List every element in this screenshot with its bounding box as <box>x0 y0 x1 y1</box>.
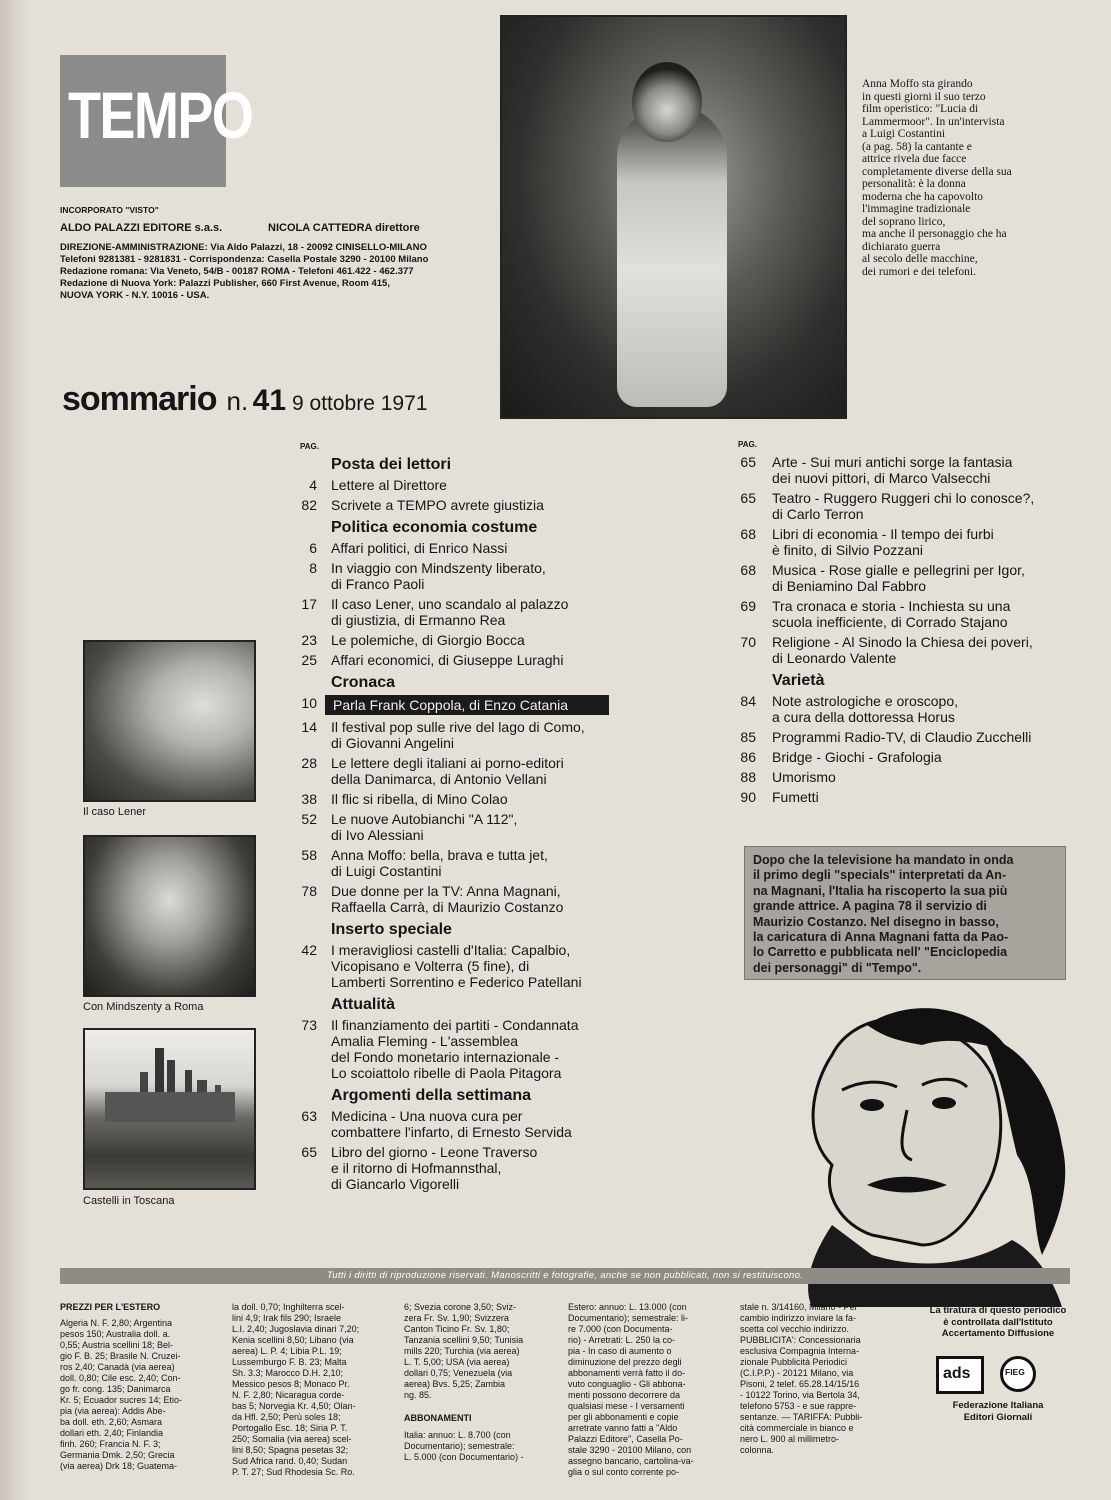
toc-page-number: 73 <box>301 1017 317 1033</box>
toc-line: Parla Frank Coppola, di Enzo Catania <box>333 697 569 713</box>
footer-line: abbonamenti verrà fatto il do- <box>568 1368 686 1378</box>
toc-entry-text <box>772 562 1025 594</box>
footer-col-1: PREZZI PER L'ESTERO Algeria N. F. 2,80; Argentina pesos 150; Australia doll. a. 0,55; Austria scellini 18; Bel- gio F. B. 25; Brasile N. Cruzei- ros 2,40; Canadà (via aerea) doll. 0,80; Cile esc. 2,40; Con- go fr. cong. 135; Danimarca Kr. 5; Ecuador sucres 14; Etio- pia (via aerea): Addis Abe- ba doll. eth. 2,60; Asmara dollari eth. 2,40; Finlandia finh. 260; Francia N. F. 3; Germania Dmk. 2,50; Grecia (via aerea) Drk 18; Guatema- <box>60 1302 228 1472</box>
director: NICOLA CATTEDRA direttore <box>268 222 420 234</box>
toc-entry-text <box>331 755 564 787</box>
footer-line: mills 220; Turchia (via aerea) <box>404 1346 520 1356</box>
toc-page-number: 38 <box>301 791 317 807</box>
toc-line: Lo scoiattolo ribelle di Paola Pitagora <box>331 1065 562 1081</box>
footer-line: zera Fr. Sv. 1,90; Svizzera <box>404 1313 509 1323</box>
footer-line: lini 4,9; Irak fils 290; Israele <box>232 1313 342 1323</box>
toc-line: Lamberti Sorrentino e Federico Patellani <box>331 974 582 990</box>
toc-entry-text <box>331 791 508 807</box>
toc-line: di Luigi Costantini <box>331 863 442 879</box>
toc-line: Medicina - Una nuova cura per <box>331 1108 523 1124</box>
footer-line: L.I. 2,40; Jugoslavia dinari 7,20; <box>232 1324 360 1334</box>
toc-line: della Danimarca, di Antonio Vellani <box>331 771 547 787</box>
footer-line: Canton Ticino Fr. Sv. 1,80; <box>404 1324 510 1334</box>
footer-line: stale 3290 - 20100 Milano, con <box>568 1445 692 1455</box>
footer-line: rio) - Arretrati: L. 250 la co- <box>568 1335 676 1345</box>
toc-entry-text <box>772 454 1012 486</box>
toc-page-number: 65 <box>301 1144 317 1160</box>
toc-left <box>285 454 705 1214</box>
toc-page-number: 8 <box>309 560 317 576</box>
toc-line: Amalia Fleming - L'assemblea <box>331 1033 519 1049</box>
footer-line: diminuzione del prezzo degli <box>568 1357 682 1367</box>
toc-page-number: 14 <box>301 719 317 735</box>
toc-line: Scrivete a TEMPO avrete giustizia <box>331 497 544 513</box>
tempo-logo: TEMPO <box>60 55 226 187</box>
footer-line: 6; Svezia corone 3,50; Sviz- <box>404 1302 517 1312</box>
footer-line: ng. 85. <box>404 1390 432 1400</box>
toc-entry-text <box>772 490 1034 522</box>
toc-line: di Giancarlo Vigorelli <box>331 1176 460 1192</box>
toc-line: di Carlo Terron <box>772 506 864 522</box>
footer-line: L. T. 5,00; USA (via aerea) <box>404 1357 510 1367</box>
footer-line: Estero: annuo: L. 13.000 (con <box>568 1302 687 1312</box>
toc-page-number: 23 <box>301 632 317 648</box>
toc-entry-text <box>331 652 563 668</box>
toc-page-number: 6 <box>309 540 317 556</box>
toc-line: Anna Moffo: bella, brava e tutta jet, <box>331 847 548 863</box>
toc-entry-text <box>772 693 958 725</box>
toc-entry-text <box>772 749 942 765</box>
toc-page-number: 10 <box>301 695 317 711</box>
footer-line: Documentario); semestrale: li- <box>568 1313 689 1323</box>
toc-line: di Franco Paoli <box>331 576 425 592</box>
toc-line: Bridge - Giochi - Grafologia <box>772 749 942 765</box>
toc-entry-text <box>772 598 1010 630</box>
footer-line: bas 5; Norvegia Kr. 4,50; Olan- <box>232 1401 356 1411</box>
toc-line: a cura della dottoressa Horus <box>772 709 955 725</box>
footer-line: Documentario); semestrale: <box>404 1441 515 1451</box>
magnani-caricature <box>772 995 1084 1307</box>
toc-line: In viaggio con Mindszenty liberato, <box>331 560 546 576</box>
page-spine <box>0 0 30 1500</box>
toc-entry-text <box>331 560 546 592</box>
toc-entry-text <box>331 1108 572 1140</box>
toc-page-number: 25 <box>301 652 317 668</box>
toc-page-number: 17 <box>301 596 317 612</box>
footer-line: per gli abbonamenti e copie <box>568 1412 679 1422</box>
toc-page-number: 4 <box>309 477 317 493</box>
footer-line: gio F. B. 25; Brasile N. Cruzei- <box>60 1351 181 1361</box>
toc-line: di Leonardo Valente <box>772 650 897 666</box>
footer-line: Pisoni, 2 telef. 65.28.14/15/16 <box>740 1379 860 1389</box>
footer-line: Italia: annuo: L. 8.700 (con <box>404 1430 511 1440</box>
footer-line: lini 8,50; Spagna pesetas 32; <box>232 1445 349 1455</box>
toc-section: Politica economia costume <box>331 519 538 536</box>
footer-col-4 <box>568 1302 736 1478</box>
toc-line: di Ivo Alessiani <box>331 827 424 843</box>
toc-line: Programmi Radio-TV, di Claudio Zucchelli <box>772 729 1032 745</box>
toc-line: Libri di economia - Il tempo dei furbi <box>772 526 994 542</box>
toc-line: Tra cronaca e storia - Inchiesta su una <box>772 598 1011 614</box>
toc-line: I meravigliosi castelli d'Italia: Capalbio, <box>331 942 571 958</box>
caption-lener: Il caso Lener <box>83 806 146 818</box>
toc-line: dei nuovi pittori, di Marco Valsecchi <box>772 470 991 486</box>
footer-line: cambio indirizzo inviare la fa- <box>740 1313 857 1323</box>
tiratura-note: La tiratura di questo periodico è controllata dall'Istituto Accertamento Diffusione <box>929 1305 1067 1339</box>
footer-line: go fr. cong. 135; Danimarca <box>60 1384 171 1394</box>
footer-line: Messico pesos 8; Monaco Pr. <box>232 1379 350 1389</box>
caption-mindszenty: Con Mindszenty a Roma <box>83 1001 204 1013</box>
toc-entry-text <box>331 1144 537 1192</box>
footer-line: dollari 0,75; Venezuela (via <box>404 1368 513 1378</box>
toc-line: Teatro - Ruggero Ruggeri chi lo conosce?, <box>772 490 1035 506</box>
toc-line: Note astrologiche e oroscopo, <box>772 693 958 709</box>
footer-line: dollari eth. 2,40; Finlandia <box>60 1428 164 1438</box>
ads-logo: ads <box>936 1356 984 1394</box>
footer-line: Algeria N. F. 2,80; Argentina <box>60 1318 173 1328</box>
toc-line: Affari politici, di Enrico Nassi <box>331 540 508 556</box>
toc-line: Religione - Al Sinodo la Chiesa dei poveri, <box>772 634 1033 650</box>
footer-line: Germania Dmk. 2,50; Grecia <box>60 1450 175 1460</box>
toc-line: Arte - Sui muri antichi sorge la fantasia <box>772 454 1013 470</box>
footer-line: cità commerciale in bianco e <box>740 1423 854 1433</box>
footer-line: PUBBLICITA': Concessionaria <box>740 1335 861 1345</box>
footer-line: vuto conguaglio - Gli abbona- <box>568 1379 686 1389</box>
toc-entry-text <box>331 942 582 990</box>
footer-line: re 7.000 (con Documenta- <box>568 1324 673 1334</box>
footer-line: menti possono decorrere da <box>568 1390 681 1400</box>
toc-section: Argomenti della settimana <box>331 1087 532 1104</box>
footer-line: colonna. <box>740 1445 775 1455</box>
toc-page-number: 88 <box>740 769 756 785</box>
toc-entry-text <box>331 477 447 493</box>
toc-line: di Beniamino Dal Fabbro <box>772 578 927 594</box>
federazione-label: Federazione Italiana Editori Giornali <box>952 1400 1044 1423</box>
toc-entry-text <box>772 526 994 558</box>
toc-page-number: 28 <box>301 755 317 771</box>
footer-line: zionale Pubblicità Periodici <box>740 1357 848 1367</box>
toc-line: Due donne per la TV: Anna Magnani, <box>331 883 561 899</box>
toc-page-number: 68 <box>740 526 756 542</box>
photo-mindszenty <box>83 835 256 997</box>
toc-line: Affari economici, di Giuseppe Luraghi <box>331 652 564 668</box>
footer-line: sentanze. — TARIFFA: Pubbli- <box>740 1412 863 1422</box>
toc-line: scuola inefficiente, di Corrado Stajano <box>772 614 1008 630</box>
rights-bar: Tutti i diritti di riproduzione riservati. Manoscritti e fotografie, anche se non pubblicati, non si restituiscono. <box>60 1268 1070 1284</box>
footer-line: Palazzi Editore", Casella Po- <box>568 1434 683 1444</box>
footer-line: scetta col vecchio indirizzo. <box>740 1324 850 1334</box>
toc-line: e il ritorno di Hofmannsthal, <box>331 1160 502 1176</box>
footer-line: qualsiasi mese - I versamenti <box>568 1401 685 1411</box>
toc-line: Le nuove Autobianchi "A 112", <box>331 811 518 827</box>
footer-col-3: 6; Svezia corone 3,50; Sviz- zera Fr. Sv. 1,90; Svizzera Canton Ticino Fr. Sv. 1,80; Tanzania scellini 9,50; Tunisia mills 220; Turchia (via aerea) L. T. 5,00; USA (via aerea) dollari 0,75; Venezuela (via aerea) Bvs. 5,25; Zambia ng. 85. ABBONAMENTI Italia: annuo: L. 8.700 (con Documentario); semestrale: L. 5.000 (con Documentario) - <box>404 1302 564 1463</box>
toc-line: di giustizia, di Ermanno Rea <box>331 612 506 628</box>
footer-line: 250; Somalia (via aerea) scel- <box>232 1434 352 1444</box>
anna-moffo-photo <box>500 15 847 419</box>
footer-line: assegno bancario, cartolina-va- <box>568 1456 694 1466</box>
footer-line: finh. 260; Francia N. F. 3; <box>60 1439 161 1449</box>
cover-caption: Anna Moffo sta girando in questi giorni il suo terzo film operistico: "Lucia di Lammermoor". In un'intervista a Luigi Costantini (a pag. 58) la cantante e attrice rivela due facce completamente diverse della sua personalità: è la donna moderna che ha capovolto l'immagine tradizionale del soprano lirico, ma anche il personaggio che ha dichiarato guerra al secolo delle macchine, dei rumori e dei telefoni. <box>862 78 1012 278</box>
toc-line: è finito, di Silvio Pozzani <box>772 542 923 558</box>
toc-right <box>710 454 1090 814</box>
incorporato-note: INCORPORATO "VISTO" <box>60 205 159 215</box>
footer-line: - 10122 Torino, via Bertola 34, <box>740 1390 860 1400</box>
footer-line: glia o sul conto corrente po- <box>568 1467 680 1477</box>
toc-section: Inserto speciale <box>331 921 452 938</box>
footer-line: Lussemburgo F. B. 23; Malta <box>232 1357 347 1367</box>
toc-section: Varietà <box>772 672 825 689</box>
caption-toscana: Castelli in Toscana <box>83 1195 175 1207</box>
toc-section: Attualità <box>331 996 395 1013</box>
toc-page-number: 58 <box>301 847 317 863</box>
footer-line: ba doll. eth. 2,60; Asmara <box>60 1417 163 1427</box>
footer-line: stale n. 3/14160, Milano - Per <box>740 1302 858 1312</box>
toc-section: Posta dei lettori <box>331 456 452 473</box>
toc-page-number: 90 <box>740 789 756 805</box>
toc-page-number: 63 <box>301 1108 317 1124</box>
toc-line: Libro del giorno - Leone Traverso <box>331 1144 538 1160</box>
toc-entry-text <box>772 729 1031 745</box>
toc-page-number: 52 <box>301 811 317 827</box>
footer-line: Sh. 3.3; Marocco D.H. 2,10; <box>232 1368 344 1378</box>
toc-entry-text <box>331 719 585 751</box>
toc-page-number: 68 <box>740 562 756 578</box>
toc-entry-text <box>331 632 525 648</box>
footer-line: ros 2,40; Canadà (via aerea) <box>60 1362 175 1372</box>
pag-label-right: PAG. <box>738 440 757 449</box>
toc-line: Musica - Rose gialle e pellegrini per Igor, <box>772 562 1025 578</box>
footer-line: Portogallo Esc. 18; Siria P. T. <box>232 1423 348 1433</box>
footer-line: pia (via aerea): Addis Abe- <box>60 1406 166 1416</box>
footer-line: 0,55; Austria scellini 18; Bel- <box>60 1340 174 1350</box>
toc-line: Umorismo <box>772 769 836 785</box>
toc-entry-text <box>331 540 507 556</box>
magnani-box: Dopo che la televisione ha mandato in onda il primo degli "specials" interpretati da An- na Magnani, l'Italia ha riscoperto la sua più grande attrice. A pagina 78 il servizio di Maurizio Costanzo. Nel disegno in basso, la caricatura di Anna Magnani fatta da Pao- lo Carretto e pubblicata nell' "Enciclopedia dei personaggi" di "Tempo". <box>744 846 1066 980</box>
toc-line: Il flic si ribella, di Mino Colao <box>331 791 508 807</box>
footer-line: N. F. 2,80; Nicaragua corde- <box>232 1390 345 1400</box>
photo-lener <box>83 640 256 802</box>
toc-entry-text <box>331 497 544 513</box>
footer-col-5 <box>740 1302 908 1456</box>
toc-entry-text <box>331 596 568 628</box>
toc-entry-text <box>331 883 563 915</box>
footer-line: L. 5.000 (con Documentario) - <box>404 1452 524 1462</box>
toc-page-number: 65 <box>740 490 756 506</box>
toc-line: Raffaella Carrà, di Maurizio Costanzo <box>331 899 564 915</box>
toc-entry-text <box>772 789 819 805</box>
footer-line: doll. 0,80; Cile esc. 2,40; Con- <box>60 1373 181 1383</box>
toc-line: Lettere al Direttore <box>331 477 447 493</box>
footer-line: Tanzania scellini 9,50; Tunisia <box>404 1335 524 1345</box>
footer-line: arretrate vanno fatti a "Aldo <box>568 1423 678 1433</box>
footer-line: la doll. 0,70; Inghilterra scel- <box>232 1302 345 1312</box>
toc-page-number: 86 <box>740 749 756 765</box>
toc-line: di Giovanni Angelini <box>331 735 454 751</box>
footer-line: telefono 5753 - e sue rappre- <box>740 1401 857 1411</box>
toc-line: combattere l'infarto, di Ernesto Servida <box>331 1124 572 1140</box>
toc-page-number: 85 <box>740 729 756 745</box>
toc-line: del Fondo monetario internazionale - <box>331 1049 560 1065</box>
toc-line: Il finanziamento dei partiti - Condannata <box>331 1017 579 1033</box>
footer-line: nero L. 900 al millimetro- <box>740 1434 840 1444</box>
toc-page-number: 42 <box>301 942 317 958</box>
footer-line: Kr. 5; Ecuador sucres 14; Etio- <box>60 1395 183 1405</box>
footer-line: Sud Africa rand. 0,40; Sudan <box>232 1456 348 1466</box>
footer-line: pesos 150; Australia doll. a. <box>60 1329 171 1339</box>
toc-page-number: 65 <box>740 454 756 470</box>
footer-line: esclusiva Compagnia Interna- <box>740 1346 860 1356</box>
footer-line: aerea) L. P. 4; Libia P.L. 19; <box>232 1346 342 1356</box>
fieg-logo: FIEG <box>1000 1356 1036 1392</box>
toc-line: Vicopisano e Volterra (5 fine), di <box>331 958 530 974</box>
footer-col-2 <box>232 1302 400 1478</box>
footer-line: P. T. 27; Sud Rhodesia Sc. Ro. <box>232 1467 355 1477</box>
toc-entry-text <box>325 695 609 715</box>
toc-line: Fumetti <box>772 789 819 805</box>
footer-line: pia - In caso di aumento o <box>568 1346 672 1356</box>
footer-line: da Hfl. 2,50; Perù soles 18; <box>232 1412 341 1422</box>
toc-page-number: 84 <box>740 693 756 709</box>
footer-line: (via aerea) Drk 18; Guatema- <box>60 1461 178 1471</box>
photo-toscana <box>83 1028 256 1190</box>
toc-entry-text <box>772 769 836 785</box>
footer-line: Kenia scellini 8,50; Libano (via <box>232 1335 354 1345</box>
toc-entry-text <box>331 847 548 879</box>
toc-line: Il festival pop sulle rive del lago di Como, <box>331 719 585 735</box>
pag-label-left: PAG. <box>300 442 319 451</box>
toc-line: Il caso Lener, uno scandalo al palazzo <box>331 596 569 612</box>
address-block: DIREZIONE-AMMINISTRAZIONE: Via Aldo Palazzi, 18 - 20092 CINISELLO-MILANO Telefoni 9281381 - 9281831 - Corrispondenza: Casella Postale 3290 - 20100 Milano Redazione romana: Via Veneto, 54/B - 00187 ROMA - Telefoni 461.422 - 462.377 Redazione di Nuova York: Palazzi Publisher, 660 First Avenue, Room 415, NUOVA YORK - N.Y. 10016 - USA. <box>60 242 429 301</box>
toc-line: Le lettere degli italiani ai porno-editori <box>331 755 564 771</box>
toc-page-number: 82 <box>301 497 317 513</box>
publisher: ALDO PALAZZI EDITORE s.a.s. <box>60 222 223 234</box>
toc-section: Cronaca <box>331 674 396 691</box>
sommario-title: sommario n. 41 9 ottobre 1971 <box>62 380 428 418</box>
footer-line: aerea) Bvs. 5,25; Zambia <box>404 1379 506 1389</box>
toc-entry-text <box>772 634 1033 666</box>
toc-page-number: 78 <box>301 883 317 899</box>
toc-entry-text <box>331 1017 578 1081</box>
toc-page-number: 69 <box>740 598 756 614</box>
toc-page-number: 70 <box>740 634 756 650</box>
footer-line: (C.I.P.P.) - 20121 Milano, via <box>740 1368 854 1378</box>
toc-line: Le polemiche, di Giorgio Bocca <box>331 632 525 648</box>
toc-entry-text <box>331 811 517 843</box>
